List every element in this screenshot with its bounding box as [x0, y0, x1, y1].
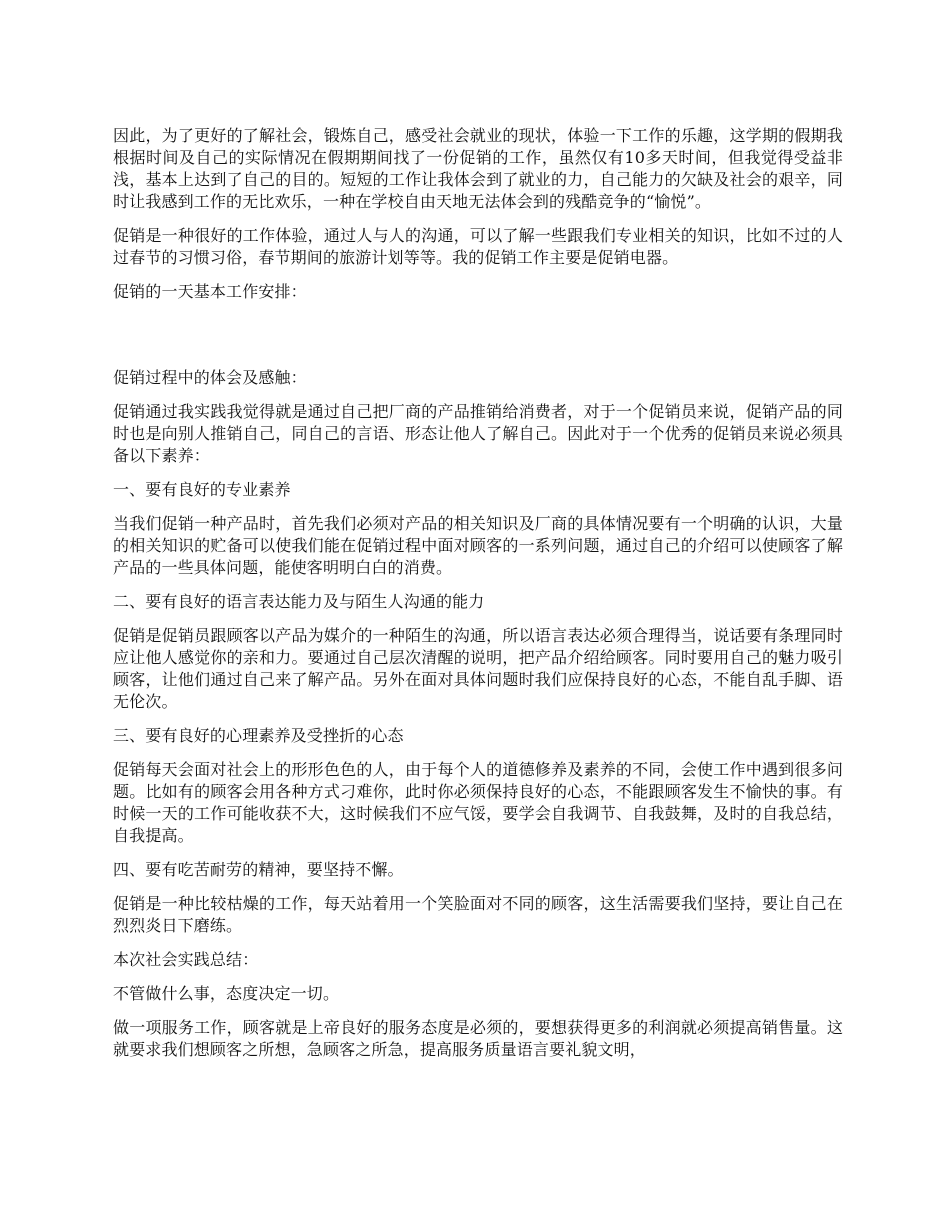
heading-language-ability: 二、要有良好的语言表达能力及与陌生人沟通的能力 — [113, 592, 485, 611]
heading-professional-quality: 一、要有良好的专业素养 — [113, 480, 291, 499]
blank-spacer — [113, 315, 843, 367]
heading-experience-feelings: 促销过程中的体会及感触： — [113, 368, 307, 387]
paragraph-psychological-quality: 促销每天会面对社会上的形形色色的人，由于每个人的道德修养及素养的不同，会使工作中遇到很多问题。比如有的顾客会用各种方式刁难你，此时你必须保持良好的心态，不能跟顾客发生不愉快的事。有时候一天的工作可能收获不大，这时候我们不应气馁，要学会自我调节、自我鼓舞，及时的自我总结，自我提高。 — [113, 760, 843, 845]
paragraph-language-ability: 促销是促销员跟顾客以产品为媒介的一种陌生的沟通，所以语言表达必须合理得当，说话要有条理同时应让他人感觉你的亲和力。要通过自己层次清醒的说明，把产品介绍给顾客。同时要用自己的魅力吸引顾客，让他们通过自己来了解产品。另外在面对具体问题时我们应保持良好的心态，不能自乱手脚、语无伦次。 — [113, 626, 843, 711]
heading-psychological-quality: 三、要有良好的心理素养及受挫折的心态 — [113, 726, 404, 745]
paragraph-professional-quality: 当我们促销一种产品时，首先我们必须对产品的相关知识及厂商的具体情况要有一个明确的认识，大量的相关知识的贮备可以使我们能在促销过程中面对顾客的一系列问题，通过自己的介绍可以使顾客了解产品的一些具体问题，能使客明明白白的消费。 — [113, 514, 843, 577]
document-body — [113, 125, 843, 1073]
paragraph-promotion-experience: 促销是一种很好的工作体验，通过人与人的沟通，可以了解一些跟我们专业相关的知识，比如不过的人过春节的习惯习俗，春节期间的旅游计划等等。我的促销工作主要是促销电器。 — [113, 226, 843, 267]
paragraph-service-work: 做一项服务工作，顾客就是上帝良好的服务态度是必须的，要想获得更多的利润就必须提高销售量。这就要求我们想顾客之所想，急顾客之所急，提高服务质量语言要礼貌文明， — [113, 1018, 843, 1059]
paragraph-attitude: 不管做什么事，态度决定一切。 — [113, 984, 340, 1003]
heading-hardworking-spirit: 四、要有吃苦耐劳的精神，要坚持不懈。 — [113, 860, 404, 879]
paragraph-hardworking-spirit: 促销是一种比较枯燥的工作，每天站着用一个笑脸面对不同的顾客，这生活需要我们坚持，要让自己在烈烈炎日下磨练。 — [113, 894, 843, 935]
paragraph-promotion-reflection: 促销通过我实践我觉得就是通过自己把厂商的产品推销给消费者，对于一个促销员来说，促销产品的同时也是向别人推销自己，同自己的言语、形态让他人了解自己。因此对于一个优秀的促销员来说必须具备以下素养： — [113, 402, 843, 465]
heading-daily-schedule: 促销的一天基本工作安排： — [113, 282, 307, 301]
heading-summary: 本次社会实践总结： — [113, 950, 259, 969]
paragraph-intro: 因此，为了更好的了解社会，锻炼自己，感受社会就业的现状，体验一下工作的乐趣，这学期的假期我根据时间及自己的实际情况在假期期间找了一份促销的工作，虽然仅有10多天时间，但我觉得受益非浅，基本上达到了自己的目的。短短的工作让我体会到了就业的力，自己能力的欠缺及社会的艰辛，同时让我感到工作的无比欢乐，一种在学校自由天地无法体会到的残酷竞争的“愉悦”。 — [113, 126, 843, 211]
